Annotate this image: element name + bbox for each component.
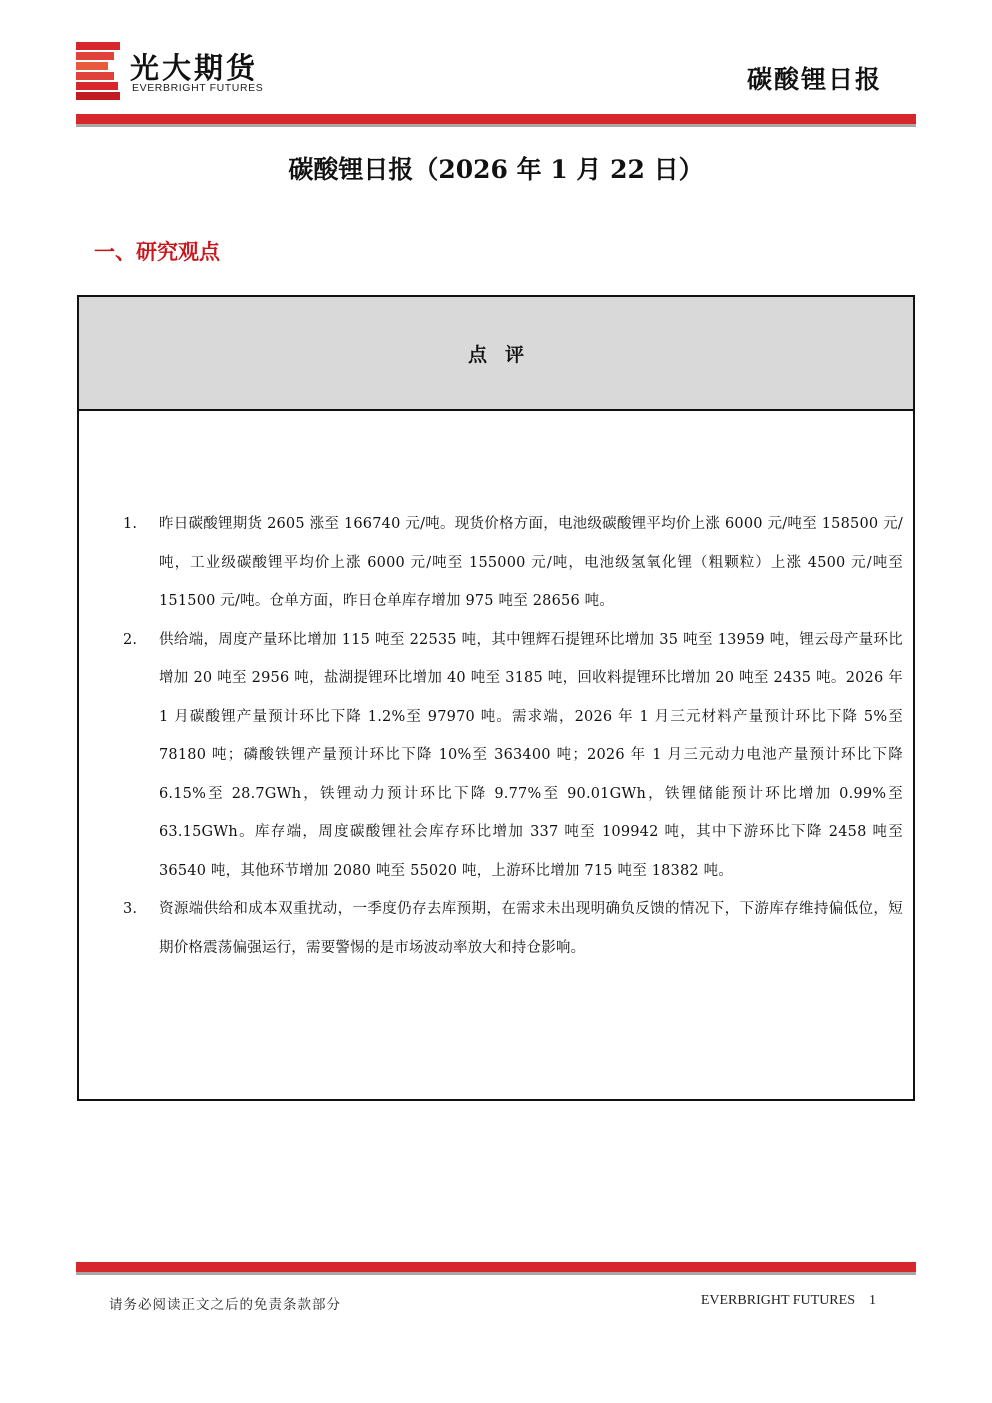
list-item: [79, 890, 913, 967]
brand-name-cn: 光大期货: [130, 51, 259, 85]
brand-logo: [76, 42, 316, 102]
header-rule: [76, 114, 916, 127]
list-item: [79, 621, 913, 891]
footer-right: [701, 1293, 876, 1309]
brand-name-en: EVERBRIGHT FUTURES: [132, 82, 264, 94]
list-item-number: 1.: [123, 516, 138, 532]
commentary-header-label: 点评: [467, 343, 542, 366]
list-item-text: 供给端，周度产量环比增加 115 吨至 22535 吨，其中锂辉石提锂环比增加 35 吨至 13959 吨，锂云母产量环比增加 20 吨至 2956 吨，盐湖提锂环比增加 40 吨至 3185 吨，回收料提锂环比增加 20 吨至 2435 吨。2026 年 1 月碳酸锂产量预计环比下降 1.2%至 97970 吨。需求端，2026 年 1 月三元材料产量预计环比下降 5%至 78180 吨；磷酸铁锂产量预计环比下降 10%至 363400 吨；2026 年 1 月三元动力电池产量预计环比下降 6.15%至 28.7GWh，铁锂动力预计环比下降 9.77%至 90.01GWh，铁锂储能预计环比增加 0.99%至 63.15GWh。库存端，周度碳酸锂社会库存环比增加 337 吨至 109942 吨，其中下游环比下降 2458 吨至 36540 吨，其他环节增加 2080 吨至 55020 吨，上游环比增加 715 吨至 18382 吨。: [159, 631, 903, 879]
header-report-type: 碳酸锂日报: [746, 65, 882, 94]
list-item-text: 昨日碳酸锂期货 2605 涨至 166740 元/吨。现货价格方面，电池级碳酸锂平均价上涨 6000 元/吨至 158500 元/吨，工业级碳酸锂平均价上涨 6000 元/吨至 155000 元/吨，电池级氢氧化锂（粗颗粒）上涨 4500 元/吨至 151500 元/吨。仓单方面，昨日仓单库存增加 975 吨至 28656 吨。: [159, 516, 903, 609]
list-item-number: 3.: [123, 901, 138, 917]
list-item-number: 2.: [123, 631, 138, 648]
everbright-logo-icon: [76, 42, 120, 100]
commentary-box: [77, 295, 915, 1101]
list-item: [79, 505, 913, 621]
list-item-text: 资源端供给和成本双重扰动，一季度仍存去库预期，在需求未出现明确负反馈的情况下，下游库存维持偏低位，短期价格震荡偏强运行，需要警惕的是市场波动率放大和持仓影响。: [159, 901, 903, 956]
footer-company: EVERBRIGHT FUTURES: [700, 1293, 855, 1308]
document-title: 碳酸锂日报（2026 年 1 月 22 日）: [288, 155, 704, 184]
footer-rule: [76, 1262, 916, 1275]
commentary-box-header: [79, 297, 913, 411]
commentary-list: [79, 505, 913, 967]
footer-disclaimer: 请务必阅读正文之后的免责条款部分: [109, 1297, 341, 1313]
page-number: 1: [869, 1293, 876, 1308]
section-heading: 一、研究观点: [94, 240, 220, 264]
